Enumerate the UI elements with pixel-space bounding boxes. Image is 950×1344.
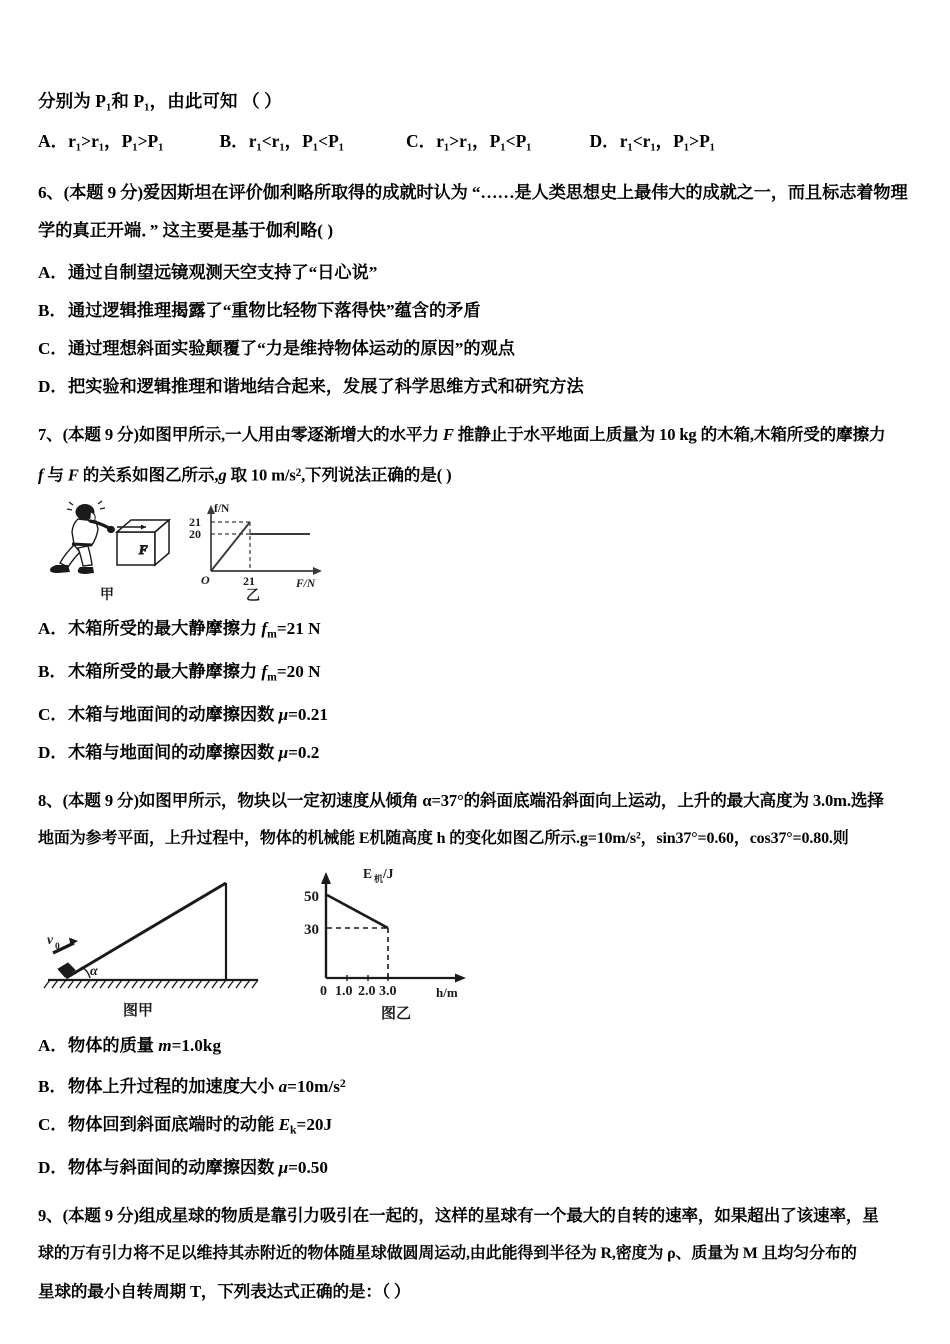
friction-force-graph [207,502,322,575]
choice-label: B． [38,301,67,320]
top-option-d-label: D． [589,131,620,151]
choice-text: 木箱所受的最大静摩擦力 $f_m=20$ N [68,662,321,684]
question-9-line-3 [38,1273,918,1311]
question-6-line-1 [38,174,918,212]
question-7-stem-f: ,下列说法正确的是( ) [301,465,452,485]
question-6-number: 6、 [38,183,64,202]
top-option-b-text: r₁<r₁，P₁<P₁ [248,131,345,151]
choice-text: 木箱所受的最大静摩擦力 $f_m=21$ N [68,618,321,640]
energy-line [327,895,388,928]
top-option-c-label: C． [406,131,437,151]
question-7-choice-b [38,653,918,696]
question-7-symbol-F2: F [67,465,79,485]
figure-caption-tu-yi: 图乙 [381,1006,412,1023]
person-shoe-front [78,567,94,574]
question-6-choice-c [38,330,918,368]
energy-graph-y-label: E [363,866,373,882]
question-8-stem-1: 如图甲所示，物块以一定初速度从倾角 α=37°的斜面底端沿斜面向上运动，上升的最大高度为 3.0m.选择 [138,791,884,811]
page-content [38,82,918,1311]
choice-label: C． [38,705,68,725]
question-9-stem-2: 球的万有引力将不足以维持其赤附近的物体随星球做圆周运动,由此能得到半径为 R,密度为 ρ、质量为 M 且均匀分布的 [38,1245,857,1263]
question-7-stem-a: 如图甲所示,一人用由零逐渐增大的水平力 [138,425,443,444]
question-9-stem-3: 星球的最小自转周期 T，下列表达式正确的是：（ ） [38,1282,411,1302]
question-6-marks: (本题 9 分) [63,183,143,202]
initial-velocity-subscript: 0 [55,942,60,953]
question-7-stem-b: 推静止于水平地面上质量为 10 kg 的木箱,木箱所受的摩擦力 [453,425,886,444]
question-9-number: 9、 [38,1206,63,1226]
ground-hatching [44,980,258,988]
question-8-figure [38,860,918,1025]
question-9-line-2 [38,1235,918,1273]
question-8-choice-b [38,1065,918,1106]
question-7-choice-c [38,696,918,734]
question-7-choice-a [38,610,918,653]
question-6-line-2 [38,212,918,250]
figure-caption-jia: 甲 [100,587,114,603]
choice-text: 物体的质量 m=1.0kg [68,1036,222,1056]
energy-graph-x-label: h/m [436,985,458,1001]
incline-angle-label: α [90,964,98,980]
question-8-choice-d [38,1149,918,1187]
choice-label: C． [38,339,68,358]
choice-label: A． [38,1036,68,1056]
choice-text: 通过理想斜面实验颠覆了“力是维持物体运动的原因”的观点 [68,339,515,358]
question-7-number: 7、 [38,425,63,444]
question-7-figure-svg [38,499,338,604]
question-8-line-2 [38,820,918,858]
choice-label: D． [38,743,68,763]
graph-ytick-21: 21 [189,514,201,529]
choice-label: D． [38,1158,68,1178]
choice-text: 把实验和逻辑推理和谐地结合起来，发展了科学思维方式和研究方法 [68,377,584,396]
energy-graph-y-label-unit: /J [383,866,394,882]
energy-graph-origin: 0 [320,984,327,1000]
top-option-c-text: r₁>r₁，P₁<P₁ [436,131,532,151]
choice-text: 通过逻辑推理揭露了“重物比轻物下落得快”蕴含的矛盾 [68,301,481,320]
question-6-choice-a [38,254,918,292]
choice-label: A． [38,263,68,282]
choice-label: A． [38,618,68,638]
question-7-stem-c: 与 [43,465,68,485]
box-force-label: F [139,541,148,557]
top-option-d-text: r₁<r₁，P₁>P₁ [619,131,716,151]
energy-graph-xtick-1: 1.0 [335,984,353,1000]
top-options-row [38,122,918,160]
question-8-choice-c [38,1106,918,1149]
graph-ytick-20: 20 [189,526,201,541]
question-9-marks: (本题 9 分) [62,1206,139,1226]
inclined-plane-illustration [44,883,258,1019]
question-6-stem-1: 爱因斯坦在评价伽利略所取得的成就时认为 “……是人类思想史上最伟大的成就之一，而且标志着物理 [143,183,908,202]
choice-text: 木箱与地面间的动摩擦因数 μ=0.2 [68,743,320,763]
question-7-figure [38,499,918,604]
choice-text: 物体上升过程的加速度大小 $a=10m/s^2$ [68,1077,346,1097]
mechanical-energy-graph [321,872,466,983]
question-7-symbol-f: f [38,465,44,485]
choice-label: D． [38,377,68,396]
energy-graph-ytick-30: 30 [304,922,319,939]
energy-graph-ytick-50: 50 [304,889,319,906]
top-fragment: 分别为 P₁和 P₁，由此可知 （ ） [38,91,282,111]
person-shoe-back [50,565,70,573]
person-pushing-box-illustration [50,501,169,574]
question-9-line-1 [38,1197,918,1235]
question-7-stem-e: 取 10 m/s [226,465,296,485]
graph-static-friction-line [211,522,250,571]
top-option-a-text: r₁>r₁，P₁>P₁ [68,131,164,151]
question-7-symbol-F: F [442,425,454,444]
energy-graph-x-arrow [455,974,466,983]
question-6-choice-b [38,292,918,330]
question-8-choice-a [38,1027,918,1065]
question-8-marks: (本题 9 分) [62,791,139,811]
question-7-line-2 [38,454,918,495]
question-7-marks: (本题 9 分) [62,425,139,444]
graph-y-axis-label: f/N [214,502,230,515]
choice-label: B． [38,662,67,681]
choice-text: 物体与斜面间的动摩擦因数 μ=0.50 [68,1158,328,1178]
energy-graph-xtick-2: 2.0 [358,984,376,1000]
graph-x-arrow [313,567,322,575]
question-7-symbol-g: g [218,465,227,485]
choice-text: 木箱与地面间的动摩擦因数 μ=0.21 [68,705,328,725]
question-8-figure-svg [38,860,508,1025]
question-8-stem-2: 地面为参考平面，上升过程中，物体的机械能 E机随高度 h 的变化如图乙所示.g=10m/s²，sin37°=0.60，cos37°=0.80.则 [38,830,849,848]
question-7-choice-d [38,734,918,772]
question-6-choice-d [38,368,918,406]
energy-graph-y-arrow [321,872,331,884]
graph-xtick-21: 21 [243,573,255,588]
question-6-stem-2: 学的真正开端．” 这主要是基于伽利略( ) [38,221,334,240]
initial-velocity-label: v [47,932,53,948]
energy-graph-xtick-3: 3.0 [379,984,397,1000]
top-option-a-label: A． [38,131,69,151]
figure-caption-yi: 乙 [246,588,260,604]
question-7-stem-d: 的关系如图乙所示, [78,465,219,485]
choice-text: 通过自制望远镜观测天空支持了“日心说” [68,263,378,282]
energy-graph-y-label-sub: 机 [374,874,384,885]
graph-origin-label: O [201,572,210,587]
choice-label: B． [38,1077,67,1097]
figure-caption-tu-jia: 图甲 [123,1003,154,1020]
graph-x-axis-label: F/N [296,577,316,590]
question-7-exponent: 2 [295,467,302,479]
question-9-stem-1: 组成星球的物质是靠引力吸引在一起的，这样的星球有一个最大的自转的速率，如果超出了该速率，星 [138,1206,879,1226]
top-option-b-label: B． [219,131,249,151]
choice-text: 物体回到斜面底端时的动能 $E_k=20J$ [68,1115,333,1137]
choice-label: C． [38,1115,68,1135]
question-8-number: 8、 [38,791,63,811]
question-7-line-1 [38,416,918,454]
question-8-line-1 [38,782,918,820]
